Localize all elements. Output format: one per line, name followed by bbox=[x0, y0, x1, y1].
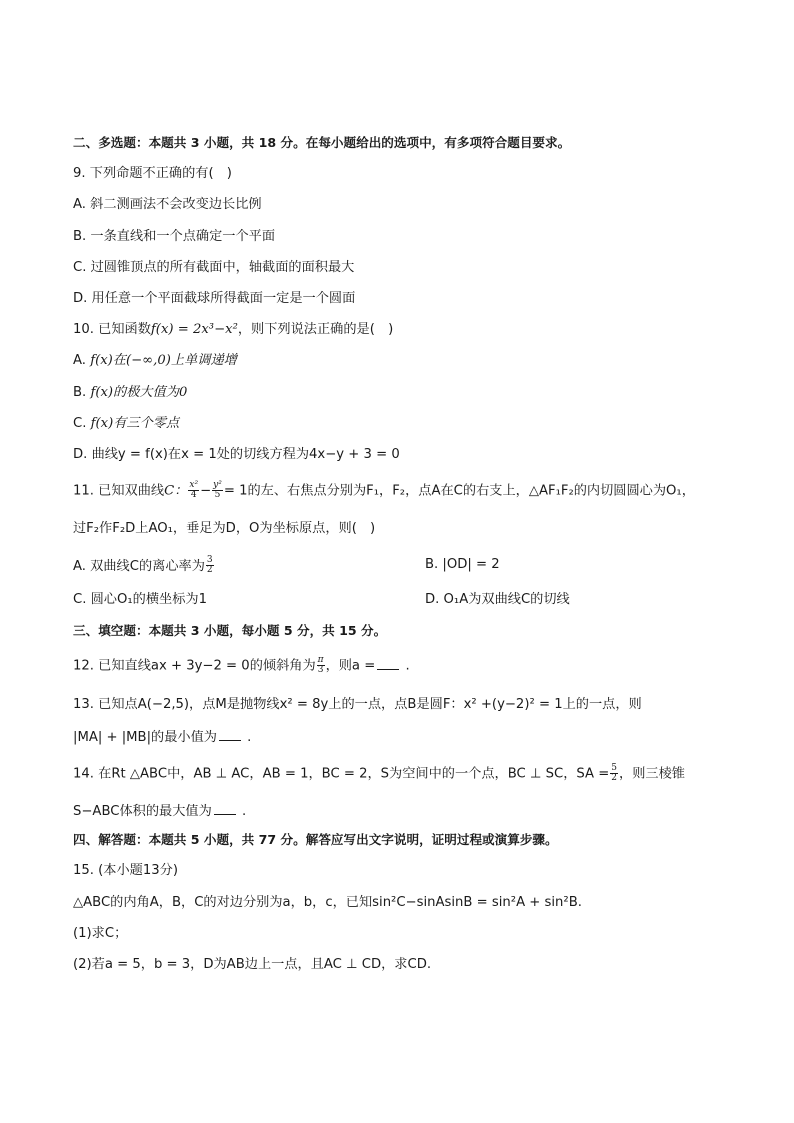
question-9-option-c: C. 过圆锥顶点的所有截面中，轴截面的面积最大 bbox=[73, 260, 355, 275]
question-11-option-b: B. |OD| = 2 bbox=[425, 557, 500, 572]
fraction-5-over-2 bbox=[610, 764, 618, 783]
question-12-tail: ，则a = bbox=[325, 658, 376, 674]
denominator: 3 bbox=[317, 665, 324, 675]
question-13-text: |MA| + |MB|的最小值为 bbox=[73, 730, 217, 745]
question-14-text: 14. 在Rt △ABC中，AB ⊥ AC，AB = 1，BC = 2，S为空间中的一个点，BC ⊥ SC，SA = bbox=[73, 766, 610, 782]
question-12-text: 12. 已知直线ax + 3y−2 = 0的倾斜角为 bbox=[73, 658, 316, 674]
question-11-number: 11. 已知双曲线 bbox=[73, 483, 165, 499]
question-10-option-a bbox=[73, 352, 237, 370]
answer-blank bbox=[219, 728, 241, 741]
question-15-part-1: (1)求C； bbox=[73, 926, 128, 941]
fraction-x-squared-over-4 bbox=[188, 481, 199, 500]
question-10-stem bbox=[73, 321, 393, 339]
denominator: 2 bbox=[611, 773, 618, 783]
option-label: C. bbox=[73, 416, 87, 431]
question-13-line1: 13. 已知点A(−2,5)，点M是抛物线x² = 8y上的一点，点B是圆F：x² +(y−2)² = 1上的一点，则 bbox=[73, 697, 642, 712]
section-header-fill-in: 三、填空题：本题共 3 小题，每小题 5 分，共 15 分。 bbox=[73, 623, 387, 638]
answer-blank bbox=[214, 802, 236, 815]
question-11-option-c: C. 圆心O₁的横坐标为1 bbox=[73, 592, 207, 607]
period: . bbox=[241, 804, 247, 819]
numerator: π bbox=[317, 655, 324, 665]
option-text: f(x)的极大值为0 bbox=[90, 385, 188, 400]
question-12 bbox=[73, 656, 410, 676]
option-text: f(x)在(−∞,0)上单调递增 bbox=[90, 353, 237, 368]
denominator: 5 bbox=[214, 490, 221, 500]
numerator: x² bbox=[189, 480, 199, 490]
question-15-stem: △ABC的内角A，B，C的对边分别为a，b，c，已知sin²C−sinAsinB = sin²A + sin²B. bbox=[73, 895, 582, 910]
section-header-multiple-choice: 二、多选题：本题共 3 小题，共 18 分。在每小题给出的选项中，有多项符合题目要求。 bbox=[73, 135, 571, 150]
question-11-stem bbox=[73, 481, 695, 501]
question-11-option-row2 bbox=[73, 591, 570, 609]
option-label: A. bbox=[73, 353, 86, 368]
question-14-text-line2: S−ABC体积的最大值为 bbox=[73, 804, 212, 819]
question-10-stem-tail: ，则下列说法正确的是( ) bbox=[237, 322, 394, 337]
option-text: 曲线y = f(x)在x = 1处的切线方程为4x−y + 3 = 0 bbox=[91, 447, 400, 462]
minus-sign: − bbox=[200, 483, 212, 499]
question-10-number: 10. 已知函数 bbox=[73, 322, 151, 337]
numerator: y² bbox=[213, 480, 222, 490]
question-10-option-c bbox=[73, 415, 179, 433]
period: . bbox=[405, 658, 410, 674]
denominator: 2 bbox=[206, 565, 213, 575]
option-text: f(x)有三个零点 bbox=[90, 416, 180, 431]
question-10-option-b bbox=[73, 384, 187, 402]
question-10-function: f(x) = 2x³−x² bbox=[150, 322, 238, 337]
question-11-stem-line2: 过F₂作F₂D上AO₁，垂足为D，O为坐标原点，则( ) bbox=[73, 521, 376, 536]
question-11-option-a bbox=[73, 555, 215, 575]
question-14-tail: ，则三棱锥 bbox=[619, 766, 685, 782]
answer-blank bbox=[377, 657, 399, 670]
denominator: 4 bbox=[190, 490, 197, 500]
section-header-solutions: 四、解答题：本题共 5 小题，共 77 分。解答应写出文字说明，证明过程或演算步骤。 bbox=[73, 832, 558, 847]
question-15-part-2: (2)若a = 5，b = 3，D为AB边上一点，且AC ⊥ CD，求CD. bbox=[73, 957, 432, 972]
fraction-pi-over-3 bbox=[317, 656, 325, 675]
question-9-option-a: A. 斜二测画法不会改变边长比例 bbox=[73, 197, 262, 212]
curve-name: C： bbox=[164, 483, 188, 499]
equation-tail: = 1的左、右焦点分别为F₁，F₂，点A在C的右支上，△AF₁F₂的内切圆圆心为O₁， bbox=[223, 483, 695, 499]
question-13-line2 bbox=[73, 728, 251, 747]
question-14-line1 bbox=[73, 764, 685, 784]
question-9-option-b: B. 一条直线和一个点确定一个平面 bbox=[73, 229, 276, 244]
question-15-title: 15. (本小题13分) bbox=[73, 863, 178, 878]
question-14-line2 bbox=[73, 802, 246, 821]
fraction-3-over-2 bbox=[206, 556, 214, 575]
question-9-option-d: D. 用任意一个平面截球所得截面一定是一个圆面 bbox=[73, 291, 356, 306]
question-11-option-d: D. O₁A为双曲线C的切线 bbox=[425, 592, 570, 607]
period: . bbox=[247, 730, 252, 745]
option-label: B. bbox=[73, 385, 87, 400]
question-10-option-d bbox=[73, 446, 400, 464]
numerator: 5 bbox=[611, 763, 618, 773]
fraction-y-squared-over-5 bbox=[212, 481, 223, 500]
option-label: D. bbox=[73, 447, 88, 462]
question-11-option-row1 bbox=[73, 555, 500, 576]
option-text: A. 双曲线C的离心率为 bbox=[73, 558, 205, 574]
numerator: 3 bbox=[206, 555, 213, 565]
question-9-stem: 9. 下列命题不正确的有( ) bbox=[73, 166, 232, 181]
